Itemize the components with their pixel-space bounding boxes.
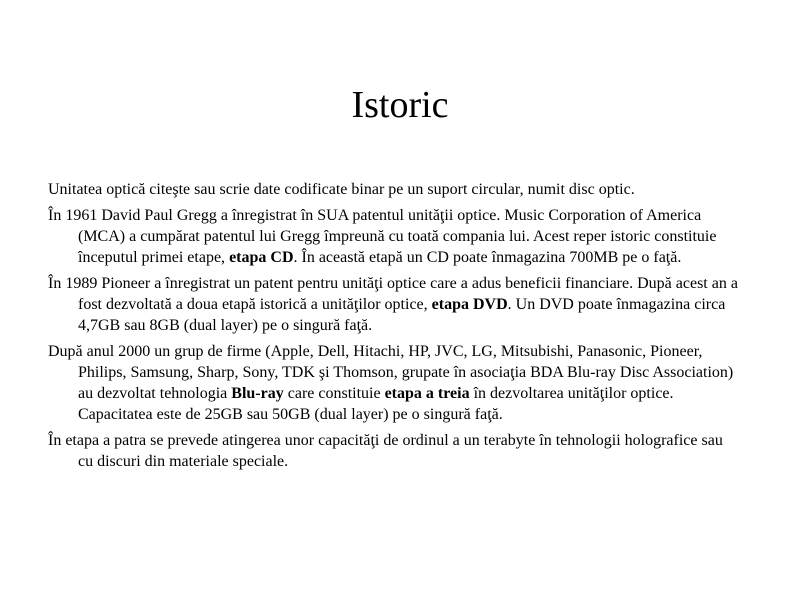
bold-text-run: Blu-ray [231,385,284,402]
body-paragraph [48,179,738,200]
text-run: în dezvoltarea unităţilor optice. Capacitatea este de 25GB sau 50GB (dual layer) pe o singură faţă. [78,385,674,423]
slide-body [48,179,738,477]
slide-title: Istoric [351,84,449,126]
bold-text-run: etapa a treia [384,385,470,402]
body-paragraph [48,341,738,425]
body-paragraph [48,273,738,336]
text-run: . Un DVD poate înmagazina circa 4,7GB sau 8GB (dual layer) pe o singură faţă. [78,296,726,334]
text-run: care constituie [283,385,385,402]
text-run: În etapa a patra se prevede atingerea unor capacităţi de ordinul a un terabyte în tehnologii holografice sau cu discuri din materiale speciale. [48,432,723,470]
text-run: În 1961 David Paul Gregg a înregistrat în SUA patentul unităţii optice. Music Corporation of America (MCA) a cumpărat patentul lui Gregg împreună cu toată compania lui. Acest reper istoric constituie începutul primei etape, [48,207,717,266]
bold-text-run: etapa CD [229,249,294,266]
text-run: După anul 2000 un grup de firme (Apple, Dell, Hitachi, HP, JVC, LG, Mitsubishi, Panasonic, Pioneer, Philips, Samsung, Sharp, Sony, TDK şi Thomson, grupate în asociaţia BDA Blu-ray Disc Association) au dezvoltat tehnologia [48,343,734,402]
body-paragraph [48,205,738,268]
text-run: Unitatea optică citeşte sau scrie date codificate binar pe un suport circular, numit disc optic. [48,181,635,198]
text-run: . În această etapă un CD poate înmagazina 700MB pe o faţă. [293,249,682,266]
text-run: În 1989 Pioneer a înregistrat un patent pentru unităţi optice care a adus beneficii financiare. După acest an a fost dezvoltată a doua etapă istorică a unităţilor optice, [48,275,738,313]
bold-text-run: etapa DVD [431,296,508,313]
body-paragraph [48,430,738,472]
